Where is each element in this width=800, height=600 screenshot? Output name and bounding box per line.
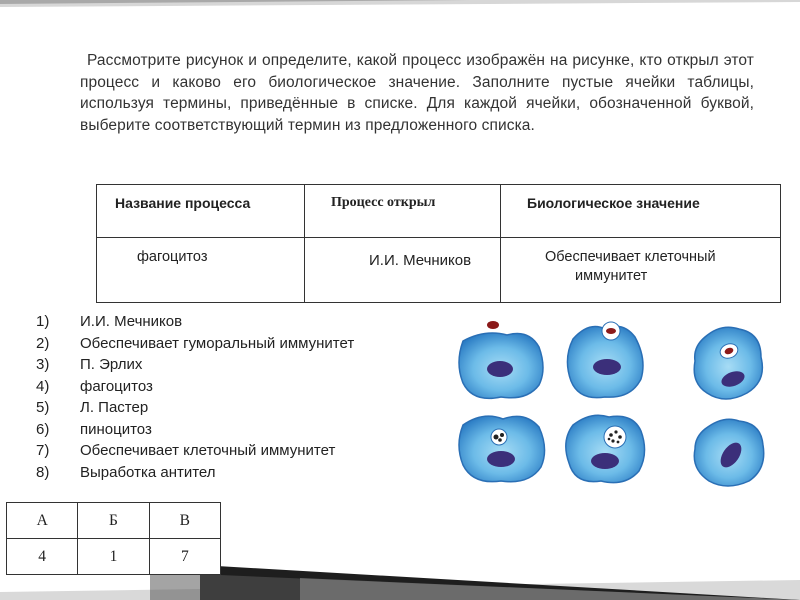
list-item: 6) пиноцитоз bbox=[36, 420, 152, 438]
table-row bbox=[97, 238, 781, 303]
answer-key-table bbox=[6, 502, 221, 575]
header-significance: Биологическое значение bbox=[501, 185, 781, 238]
list-item: 4) фагоцитоз bbox=[36, 377, 153, 395]
key-answer-a: 4 bbox=[7, 539, 78, 575]
list-item: 8) Выработка антител bbox=[36, 463, 216, 481]
header-discoverer: Процесс открыл bbox=[305, 185, 501, 238]
process-value: фагоцитоз bbox=[137, 249, 208, 265]
discoverer-value: И.И. Мечников bbox=[369, 252, 472, 269]
process-table bbox=[96, 184, 781, 303]
list-item: 2) Обеспечивает гуморальный иммунитет bbox=[36, 334, 355, 352]
cell-stage-6 bbox=[694, 419, 763, 486]
terms-list bbox=[36, 311, 354, 483]
key-answer-b: 1 bbox=[78, 539, 149, 575]
key-answer-v: 7 bbox=[149, 539, 220, 575]
list-item: 5) Л. Пастер bbox=[36, 399, 149, 416]
cell-significance bbox=[501, 238, 781, 303]
cell-stage-1 bbox=[459, 321, 543, 398]
top-decor-ribbon bbox=[0, 0, 800, 14]
task-instructions bbox=[80, 50, 754, 136]
cell-process bbox=[97, 238, 305, 303]
cell-stage-3 bbox=[694, 327, 762, 399]
list-item: 1) И.И. Мечников bbox=[36, 313, 183, 330]
list-item: 7) Обеспечивает клеточный иммунитет bbox=[36, 442, 336, 459]
task-text: Рассмотрите рисунок и определите, какой процесс изображён на рисунке, кто открыл этот процесс и каково его биологическое значение. Заполните пустые ячейки таблицы, используя термины, приведённые в списке. Для каждой ячейки, обозначенной буквой, выберите соответствующий термин из предложенного списка. bbox=[80, 52, 754, 134]
key-letter-v: В bbox=[149, 503, 220, 539]
significance-value: Обеспечивает клеточный иммунитет bbox=[545, 249, 716, 284]
table-header-row bbox=[97, 185, 781, 238]
phagocytosis-figure bbox=[455, 313, 770, 495]
header-process-name: Название процесса bbox=[97, 185, 305, 238]
list-item: 3) П. Эрлих bbox=[36, 356, 143, 373]
key-letter-b: Б bbox=[78, 503, 149, 539]
cell-stage-4 bbox=[459, 416, 545, 482]
table-row bbox=[7, 503, 221, 539]
cell-stage-5 bbox=[566, 415, 645, 482]
cell-discoverer bbox=[305, 238, 501, 303]
key-letter-a: А bbox=[7, 503, 78, 539]
table-row bbox=[7, 539, 221, 575]
cell-stage-2 bbox=[567, 322, 643, 398]
